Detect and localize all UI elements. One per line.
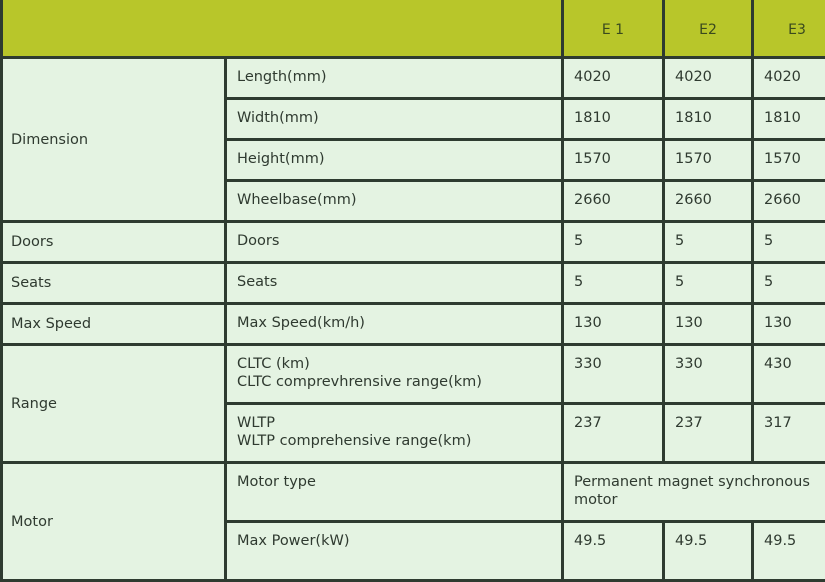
value-e2: 237	[664, 404, 753, 463]
item-label: Seats	[226, 263, 563, 304]
item-label	[226, 404, 563, 463]
value-e1: 130	[563, 304, 664, 345]
value-e2: 330	[664, 345, 753, 404]
item-label: Max Speed(km/h)	[226, 304, 563, 345]
category-motor: Motor	[2, 463, 226, 581]
item-label	[226, 345, 563, 404]
table-row	[2, 345, 825, 404]
value-e3: 130	[753, 304, 825, 345]
table-row	[2, 222, 825, 263]
value-e1: 1570	[563, 140, 664, 181]
table-row	[2, 463, 825, 522]
table-row	[2, 263, 825, 304]
value-e3: 5	[753, 263, 825, 304]
item-label-line: WLTP comprehensive range(km)	[237, 432, 551, 450]
item-label-line: CLTC (km)	[237, 355, 551, 373]
value-e1: 4020	[563, 58, 664, 99]
item-label: Max Power(kW)	[226, 522, 563, 581]
category-dimension: Dimension	[2, 58, 226, 222]
item-label: Doors	[226, 222, 563, 263]
value-e3: 2660	[753, 181, 825, 222]
value-e3: 49.5	[753, 522, 825, 581]
value-e2: 5	[664, 222, 753, 263]
table-row	[2, 304, 825, 345]
value-e1: 49.5	[563, 522, 664, 581]
value-e3: 1570	[753, 140, 825, 181]
value-e2: 5	[664, 263, 753, 304]
value-e2: 130	[664, 304, 753, 345]
item-label-line: CLTC comprevhrensive range(km)	[237, 373, 551, 391]
value-e1: 5	[563, 222, 664, 263]
value-e1: 330	[563, 345, 664, 404]
value-e2: 4020	[664, 58, 753, 99]
category-max-speed: Max Speed	[2, 304, 226, 345]
header-blank	[2, 0, 563, 58]
table-row	[2, 58, 825, 99]
item-label: Length(mm)	[226, 58, 563, 99]
value-e3: 430	[753, 345, 825, 404]
category-seats: Seats	[2, 263, 226, 304]
header-row	[2, 0, 825, 58]
item-label-line: WLTP	[237, 414, 551, 432]
header-model-e1: E 1	[563, 0, 664, 58]
item-label: Wheelbase(mm)	[226, 181, 563, 222]
value-all-models: Permanent magnet synchronous motor	[563, 463, 825, 522]
value-e1: 1810	[563, 99, 664, 140]
value-e1: 2660	[563, 181, 664, 222]
header-model-e2: E2	[664, 0, 753, 58]
value-e3: 5	[753, 222, 825, 263]
category-doors: Doors	[2, 222, 226, 263]
value-e1: 237	[563, 404, 664, 463]
value-e3: 317	[753, 404, 825, 463]
item-label: Height(mm)	[226, 140, 563, 181]
item-label: Width(mm)	[226, 99, 563, 140]
value-e1: 5	[563, 263, 664, 304]
item-label: Motor type	[226, 463, 563, 522]
value-e3: 4020	[753, 58, 825, 99]
value-e3: 1810	[753, 99, 825, 140]
value-e2: 1810	[664, 99, 753, 140]
header-model-e3: E3	[753, 0, 825, 58]
value-e2: 49.5	[664, 522, 753, 581]
value-e2: 2660	[664, 181, 753, 222]
category-range: Range	[2, 345, 226, 463]
value-e2: 1570	[664, 140, 753, 181]
